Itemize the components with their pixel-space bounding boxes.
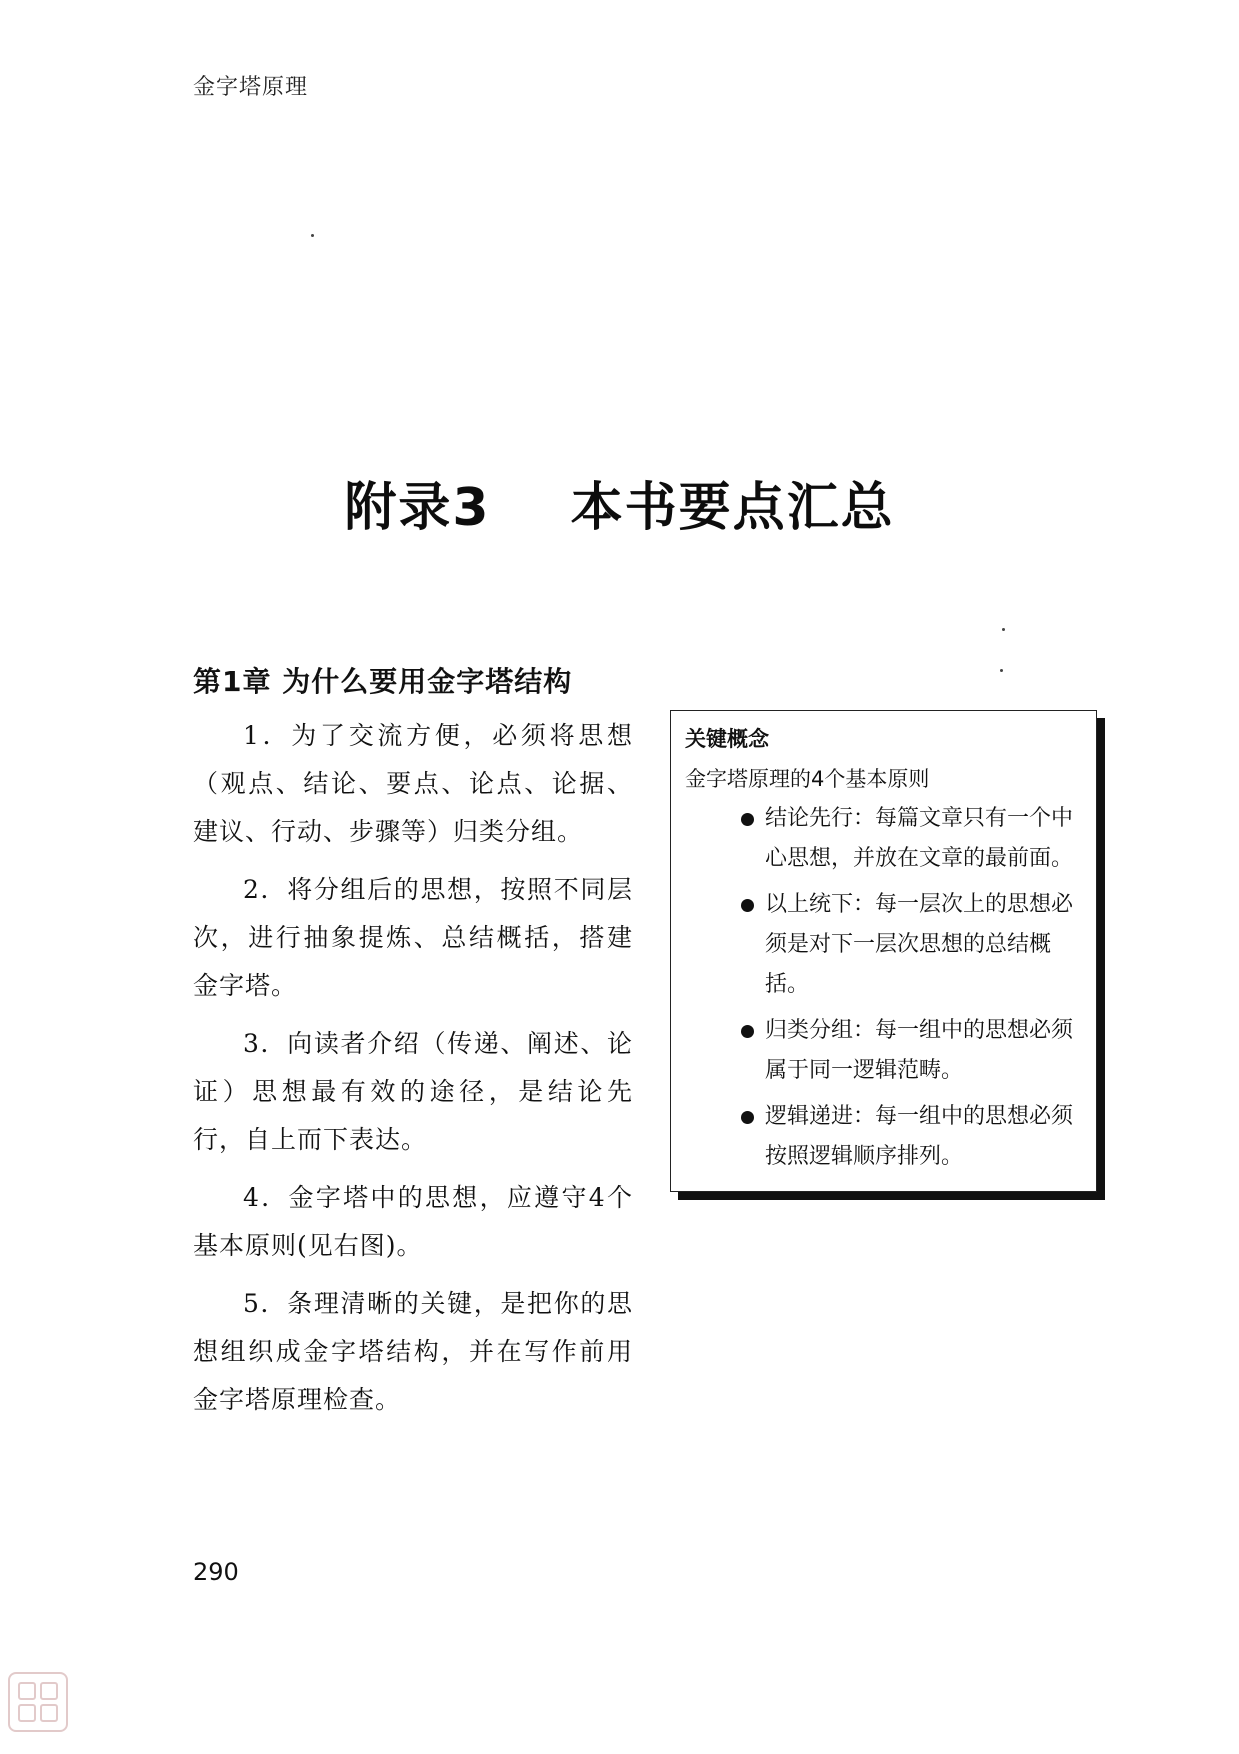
stamp-glyph — [18, 1704, 36, 1722]
appendix-heading: 本书要点汇总 — [570, 478, 895, 538]
principle-text: 逻辑递进：每一组中的思想必须按照逻辑顺序排列。 — [765, 1104, 1074, 1169]
principle-text: 以上统下：每一层次上的思想必须是对下一层次思想的总结概括。 — [765, 892, 1074, 997]
key-concept-title: 关键概念 — [685, 727, 769, 751]
stamp-glyph — [40, 1704, 58, 1722]
running-header: 金字塔原理 — [193, 75, 309, 100]
principle-item — [741, 885, 1079, 1005]
scan-speck — [311, 234, 314, 237]
key-concept-box — [670, 710, 1097, 1192]
scan-speck — [1000, 669, 1003, 672]
bullet-icon — [741, 1025, 754, 1038]
appendix-title — [0, 465, 1239, 540]
chapter-points — [193, 712, 633, 1434]
chapter-heading: 第1章 为什么要用金字塔结构 — [193, 665, 573, 698]
stamp-glyph — [40, 1682, 58, 1700]
point-paragraph: 5．条理清晰的关键，是把你的思想组织成金字塔结构，并在写作前用金字塔原理检查。 — [193, 1289, 633, 1414]
point-paragraph: 3．向读者介绍（传递、阐述、论证）思想最有效的途径，是结论先行，自上而下表达。 — [193, 1029, 633, 1154]
principle-text: 归类分组：每一组中的思想必须属于同一逻辑范畴。 — [765, 1018, 1074, 1083]
key-concept-subtitle: 金字塔原理的4个基本原则 — [685, 767, 930, 791]
principle-text: 结论先行：每篇文章只有一个中心思想，并放在文章的最前面。 — [765, 806, 1074, 871]
bullet-icon — [741, 813, 754, 826]
stamp-glyph — [18, 1682, 36, 1700]
point-paragraph: 1．为了交流方便，必须将思想（观点、结论、要点、论点、论据、建议、行动、步骤等）归类分组。 — [193, 721, 633, 846]
point-paragraph: 4．金字塔中的思想，应遵守4个基本原则(见右图)。 — [193, 1183, 633, 1260]
principle-item — [741, 799, 1079, 879]
scan-speck — [1002, 628, 1005, 631]
bullet-icon — [741, 1111, 754, 1124]
appendix-label: 附录3 — [344, 478, 491, 538]
principle-item — [741, 1011, 1079, 1091]
library-stamp-icon — [8, 1672, 68, 1732]
page-number: 290 — [193, 1558, 239, 1586]
principle-item — [741, 1097, 1079, 1177]
principle-list — [741, 799, 1079, 1183]
point-paragraph: 2．将分组后的思想，按照不同层次，进行抽象提炼、总结概括，搭建金字塔。 — [193, 875, 633, 1000]
bullet-icon — [741, 899, 754, 912]
